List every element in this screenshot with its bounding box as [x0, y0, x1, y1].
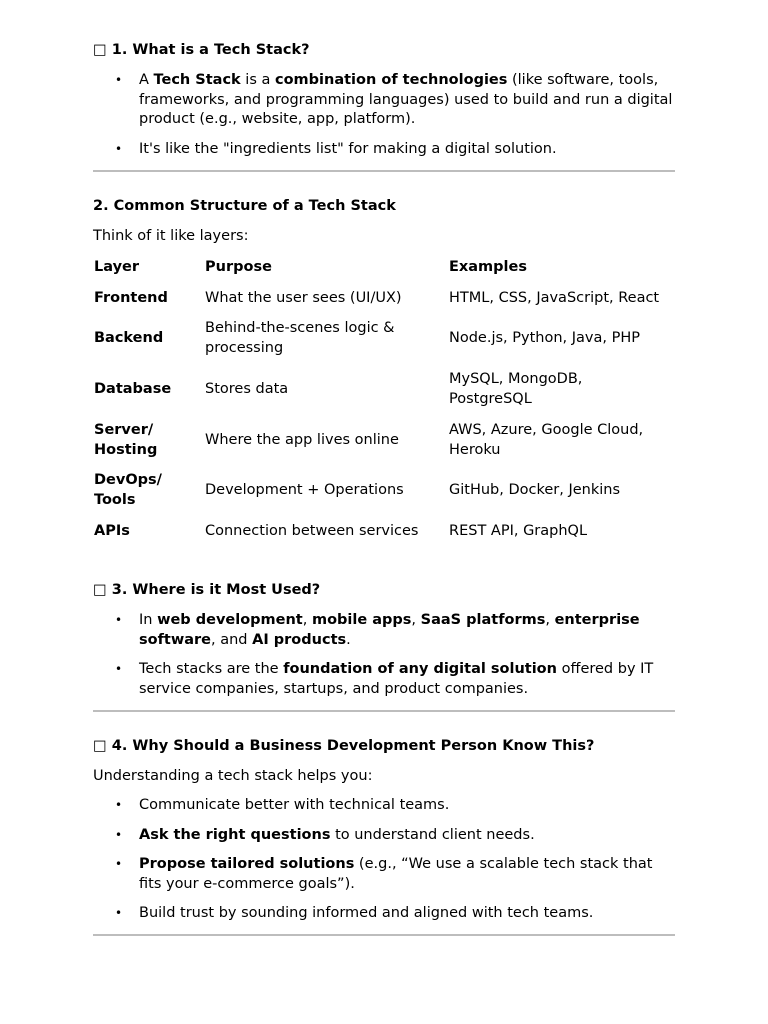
table-row-layer: DevOps/ Tools — [94, 472, 162, 508]
s3-bullet-2: • Tech stacks are the foundation of any digital solution offered by IT service companies, startups, and product companies. — [139, 660, 679, 699]
s1-bullet-1: • A Tech Stack is a combination of technologies (like software, tools, frameworks, and programming languages) used to build and run a digital product (e.g., website, app, platform). — [139, 71, 679, 130]
table-row-purpose: Stores data — [205, 381, 289, 397]
table-header-purpose: Purpose — [205, 259, 272, 275]
table-row-purpose: What the user sees (UI/UX) — [205, 290, 402, 306]
section-1-title: □ 1. What is a Tech Stack? — [93, 42, 310, 58]
table-row-purpose: Where the app lives online — [205, 432, 399, 448]
section-4-intro: Understanding a tech stack helps you: — [93, 768, 373, 784]
divider-3 — [93, 934, 675, 936]
table-row-examples: GitHub, Docker, Jenkins — [449, 482, 621, 498]
s4-bullet-4: • Build trust by sounding informed and aligned with tech teams. — [139, 904, 679, 924]
s4-bullet-1: • Communicate better with technical teams. — [139, 796, 679, 816]
divider-1 — [93, 170, 675, 172]
table-row-examples: AWS, Azure, Google Cloud, Heroku — [449, 422, 644, 458]
table-row-layer: Frontend — [94, 290, 168, 306]
table-row-examples: MySQL, MongoDB, PostgreSQL — [449, 371, 583, 407]
s3-bullet-1: • In web development, mobile apps, SaaS platforms, enterprise software, and AI products. — [139, 611, 679, 650]
table-row-layer: APIs — [94, 523, 130, 539]
table-row-purpose: Development + Operations — [205, 482, 404, 498]
section-2-intro: Think of it like layers: — [93, 228, 249, 244]
table-row-purpose: Behind-the-scenes logic & processing — [205, 320, 395, 356]
table-row-purpose: Connection between services — [205, 523, 419, 539]
section-2-title: 2. Common Structure of a Tech Stack — [93, 198, 396, 214]
section-4-title: □ 4. Why Should a Business Development Person Know This? — [93, 738, 595, 754]
section-3-title: □ 3. Where is it Most Used? — [93, 582, 321, 598]
s4-bullet-3: • Propose tailored solutions (e.g., “We use a scalable tech stack that fits your e-commerce goals”). — [139, 855, 679, 894]
s1-bullet-2: • It's like the "ingredients list" for making a digital solution. — [139, 140, 679, 160]
table-row-examples: REST API, GraphQL — [449, 523, 588, 539]
table-row-layer: Backend — [94, 330, 164, 346]
table-row-layer: Server/ Hosting — [94, 422, 158, 458]
divider-2 — [93, 710, 675, 712]
s4-bullet-2: • Ask the right questions to understand client needs. — [139, 826, 679, 846]
table-header-layer: Layer — [94, 259, 140, 275]
table-row-examples: HTML, CSS, JavaScript, React — [449, 290, 660, 306]
table-row-examples: Node.js, Python, Java, PHP — [449, 330, 640, 346]
table-header-examples: Examples — [449, 259, 527, 275]
table-row-layer: Database — [94, 381, 172, 397]
